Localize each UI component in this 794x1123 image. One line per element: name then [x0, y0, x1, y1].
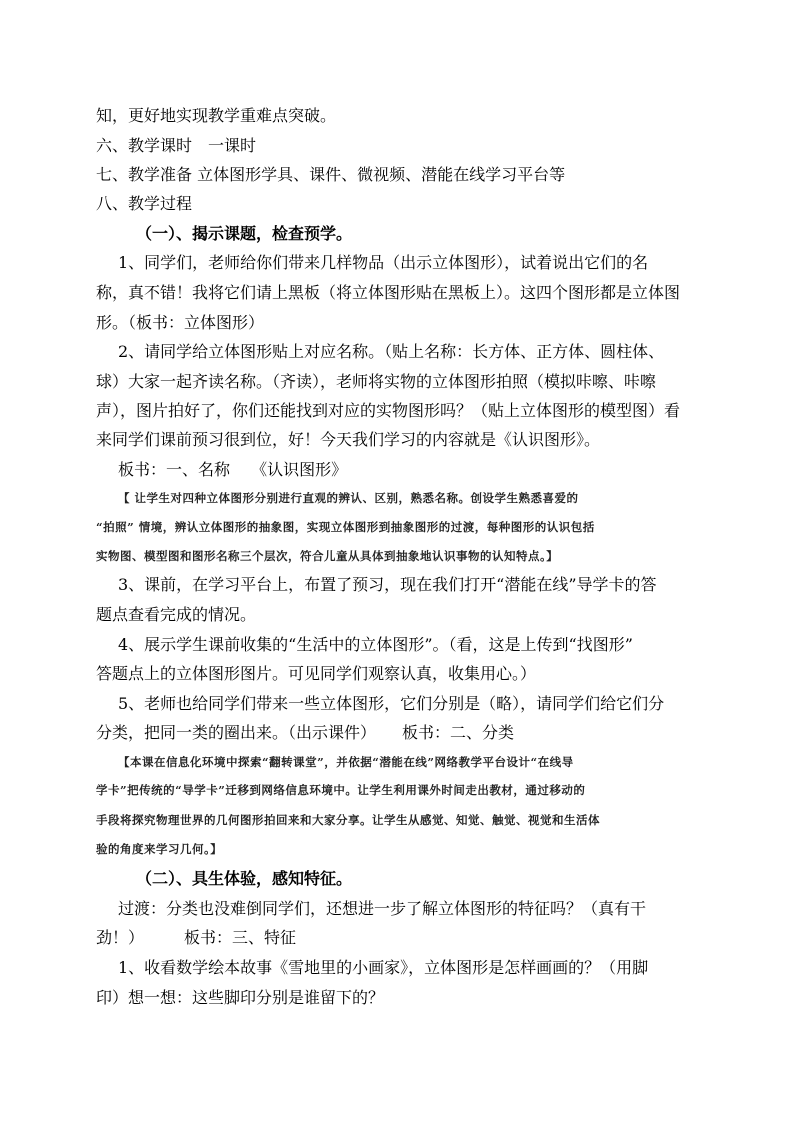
paragraph-line: 题点查看完成的情况。	[96, 605, 257, 624]
section-heading: （二）、具生体验，感知特征。	[136, 869, 353, 888]
annotation-line: 【 让学生对四种立体图形分别进行直观的辨认、区别，熟悉名称。创设学生熟悉喜爱的	[118, 491, 579, 505]
paragraph-text: 劲！）	[96, 928, 145, 947]
annotation-line: “拍照” 情境，辨认立体图形的抽象图，实现立体图形到抽象图形的过渡，每种图形的认识包括	[96, 520, 595, 534]
paragraph-line: 5、老师也给同学们带来一些立体图形，它们分别是（略），请同学们给它们分	[118, 694, 665, 713]
paragraph-line: 1、同学们，老师给你们带来几样物品（出示立体图形），试着说出它们的名	[118, 253, 649, 272]
paragraph-line	[96, 928, 296, 948]
text-line: 六、教学课时 一课时	[96, 136, 257, 155]
board-note: 板书：二、分类	[402, 723, 515, 742]
text-line: 知，更好地实现教学重难点突破。	[96, 106, 337, 125]
paragraph-line: 2、请同学给立体图形贴上对应名称。（贴上名称：长方体、正方体、圆柱体、	[118, 342, 665, 361]
paragraph-line: 声），图片拍好了，你们还能找到对应的实物图形吗？（贴上立体图形的模型图）看	[96, 401, 681, 420]
annotation-line: 实物图、模型图和图形名称三个层次，符合儿童从具体到抽象地认识事物的认知特点。】	[96, 549, 559, 563]
paragraph-line: 球）大家一起齐读名称。（齐读），老师将实物的立体图形拍照（模拟咔嚓、咔嚓	[96, 372, 657, 391]
paragraph-line	[96, 723, 514, 743]
annotation-line: 手段将探究物理世界的几何图形拍回来和大家分享。让学生从感觉、知觉、触觉、视觉和生活体	[96, 813, 600, 827]
paragraph-line: 答题点上的立体图形图片。可见同学们观察认真，收集用心。）	[96, 664, 537, 683]
text-line: 八、教学过程	[96, 194, 193, 213]
paragraph-text: 分类，把同一类的圈出来。（出示课件）	[96, 723, 377, 742]
paragraph-line: 1、收看数学绘本故事《雪地里的小画家》，立体图形是怎样画画的？（用脚	[118, 958, 649, 977]
paragraph-line: 4、展示学生课前收集的“生活中的立体图形”。（看，这是上传到“找图形”	[118, 635, 633, 654]
section-heading: （一）、揭示课题，检查预学。	[136, 224, 353, 243]
paragraph-line: 3、课前，在学习平台上，布置了预习，现在我们打开“潜能在线”导学卡的答	[118, 575, 657, 594]
paragraph-line: 形。（板书：立体图形）	[96, 313, 265, 332]
text-line: 七、教学准备 立体图形学具、课件、微视频、潜能在线学习平台等	[96, 165, 566, 184]
annotation-line: 验的角度来学习几何。】	[96, 842, 223, 856]
annotation-line: 【本课在信息化环境中探索“翻转课堂”，并依据“潜能在线”网络教学平台设计“在线导	[118, 755, 574, 769]
board-note: 板书：一、名称 《认识图形》	[118, 460, 348, 479]
annotation-line: 学卡”把传统的“导学卡”迁移到网络信息环境中。让学生利用课外时间走出教材，通过移动的	[96, 783, 586, 797]
paragraph-line: 来同学们课前预习很到位，好！今天我们学习的内容就是《认识图形》。	[96, 430, 601, 449]
board-note: 板书：三、特征	[184, 928, 297, 947]
paragraph-line: 称，真不错！我将它们请上黑板（将立体图形贴在黑板上）。这四个图形都是立体图	[96, 283, 681, 302]
paragraph-line: 印）想一想：这些脚印分别是谁留下的？	[96, 988, 385, 1007]
paragraph-line: 过渡：分类也没难倒同学们，还想进一步了解立体图形的特征吗？（真有干	[118, 899, 647, 918]
